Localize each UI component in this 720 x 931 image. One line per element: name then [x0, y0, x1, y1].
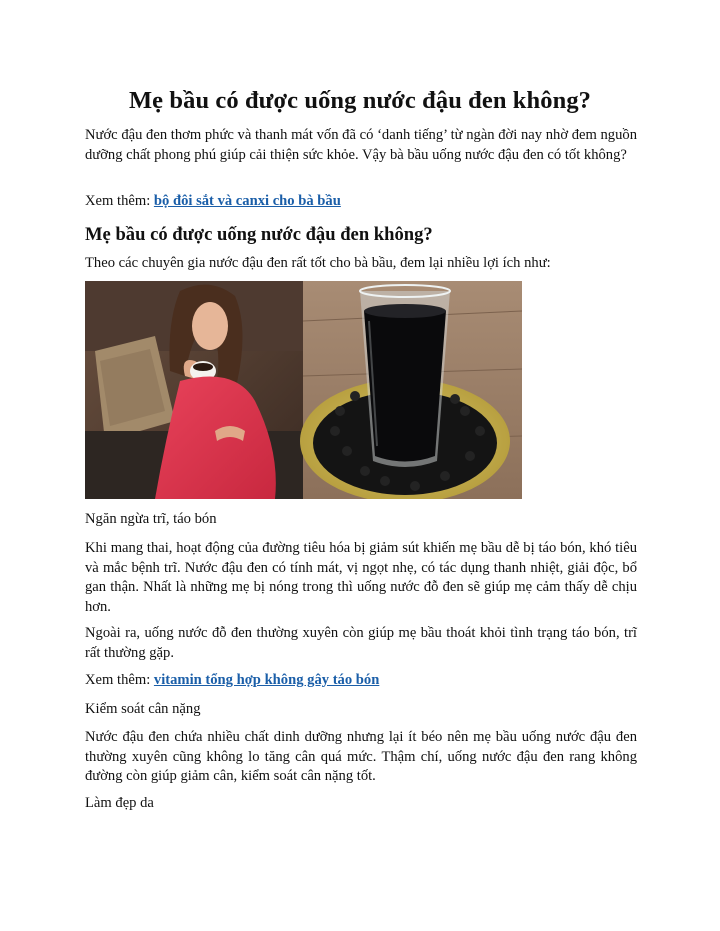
see-more-line-1: [85, 192, 637, 212]
section-3-title: Làm đẹp da: [85, 795, 154, 811]
see-more-link-multivitamin[interactable]: vitamin tổng hợp không gây táo bón: [153, 672, 380, 688]
section-2-title: Kiểm soát cân nặng: [85, 701, 201, 717]
see-more-prefix: Xem thêm:: [85, 672, 154, 688]
intro-paragraph: Nước đậu đen thơm phức và thanh mát vốn đã có ‘danh tiếng’ từ ngàn đời nay nhờ đem nguồn dưỡng chất phong phú giúp cải thiện sức khỏe. Vậy bà bầu uống nước đậu đen có tốt không?: [85, 127, 637, 163]
see-more-prefix: Xem thêm:: [85, 193, 154, 209]
see-more-link-iron-calcium[interactable]: bộ đôi sắt và canxi cho bà bầu: [153, 193, 341, 209]
section-1-paragraph-1: Khi mang thai, hoạt động của đường tiêu hóa bị giảm sút khiến mẹ bầu dễ bị táo bón, khó tiêu và mắc bệnh trĩ. Nước đậu đen có tính mát, vị ngọt nhẹ, có tác dụng thanh nhiệt, giải độc, bổ gan thận. Nhất là những mẹ bị nóng trong thì uống nước đỗ đen sẽ giúp mẹ cảm thấy dễ chịu hơn.: [85, 540, 637, 615]
see-more-line-2: [85, 671, 637, 691]
section-1-paragraph-2: Ngoài ra, uống nước đỗ đen thường xuyên còn giúp mẹ bầu thoát khỏi tình trạng táo bón, trĩ rất thường gặp.: [85, 625, 637, 661]
article-photo: [85, 281, 522, 499]
section-2-paragraph-1: Nước đậu đen chứa nhiều chất dinh dưỡng nhưng lại ít béo nên mẹ bầu uống nước đậu đen thường xuyên cũng không lo tăng cân quá mức. Thậm chí, uống nước đậu đen rang không đường còn giúp giảm cân, kiểm soát cân nặng tốt.: [85, 729, 637, 784]
section-heading: Mẹ bầu có được uống nước đậu đen không?: [85, 224, 433, 245]
section-1-title: Ngăn ngừa trĩ, táo bón: [85, 511, 217, 527]
page-title: Mẹ bầu có được uống nước đậu đen không?: [128, 87, 592, 114]
expert-line: Theo các chuyên gia nước đậu đen rất tốt cho bà bầu, đem lại nhiều lợi ích như:: [85, 255, 551, 271]
pregnant-woman-and-black-bean-water-image: [85, 281, 522, 499]
